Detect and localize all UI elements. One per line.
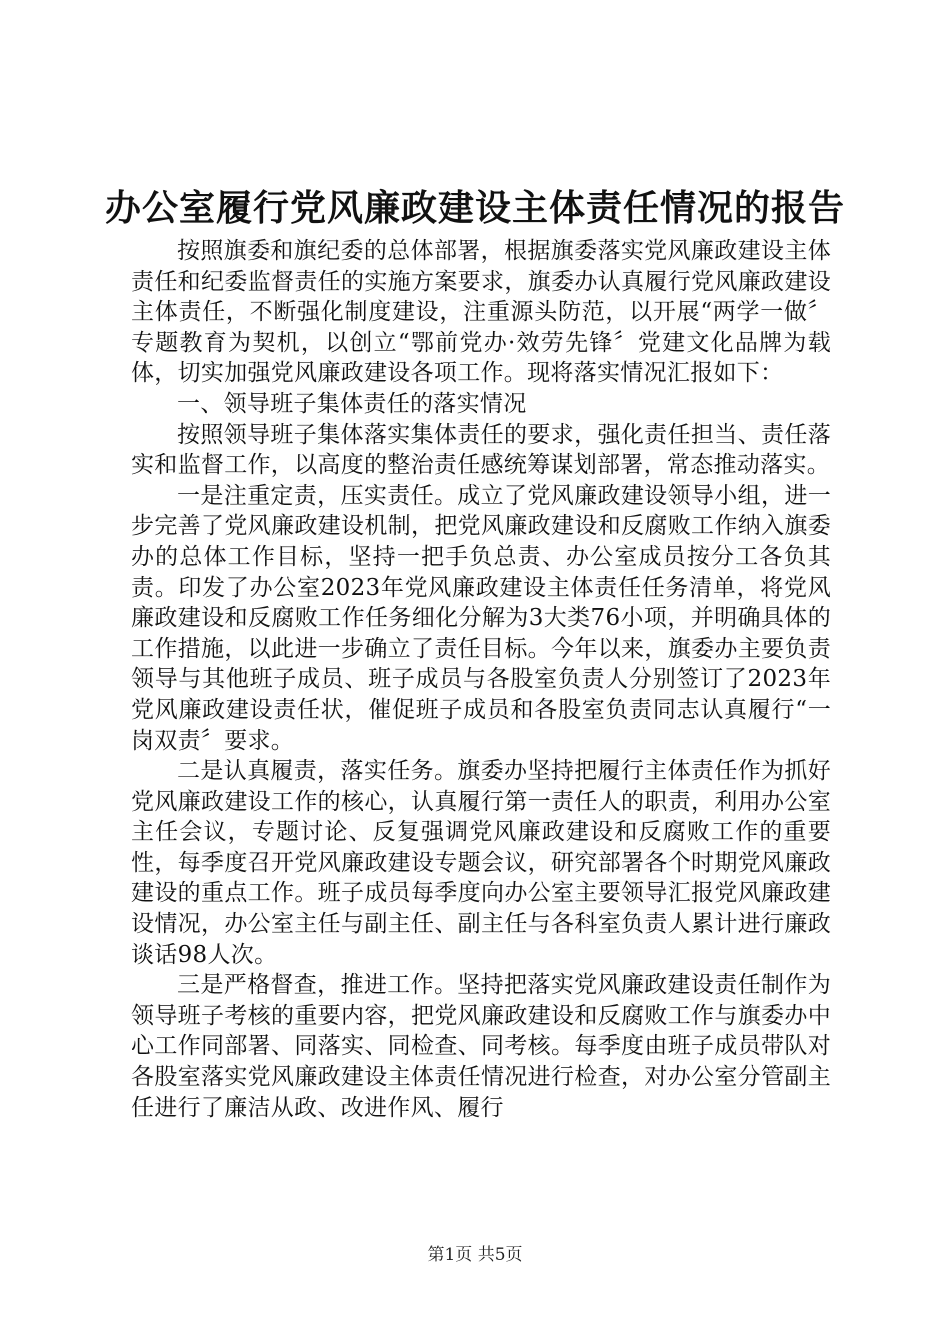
point-one-paragraph: 一是注重定责，压实责任。成立了党风廉政建设领导小组，进一步完善了党风廉政建设机制，把党风廉政建设和反腐败工作纳入旗委办的总体工作目标，坚持一把手负总责、办公室成员按分工各负其责。印发了办公室2023年党风廉政建设主体责任任务清单，将党风廉政建设和反腐败工作任务细化分解为3大类76小项，并明确具体的工作措施，以此进一步确立了责任目标。今年以来，旗委办主要负责领导与其他班子成员、班子成员与各股室负责人分别签订了2023年党风廉政建设责任状，催促班子成员和各股室负责同志认真履行“一岗双责〞要求。 [131,482,831,754]
document-title: 办公室履行党风廉政建设主体责任情况的报告 [104,187,845,229]
section-heading: 一、领导班子集体责任的落实情况 [177,390,527,417]
point-two-paragraph: 二是认真履责，落实任务。旗委办坚持把履行主体责任作为抓好党风廉政建设工作的核心，认真履行第一责任人的职责，利用办公室主任会议，专题讨论、反复强调党风廉政建设和反腐败工作的重要性，每季度召开党风廉政建设专题会议，研究部署各个时期党风廉政建设的重点工作。班子成员每季度向办公室主要领导汇报党风廉政建设情况，办公室主任与副主任、副主任与各科室负责人累计进行廉政谈话98人次。 [131,758,831,968]
section-intro-paragraph: 按照领导班子集体落实集体责任的要求，强化责任担当、责任落实和监督工作，以高度的整治责任感统筹谋划部署，常态推动落实。 [131,421,831,479]
document-body [131,236,831,1123]
page-number-footer: 第1页 共5页 [427,1245,523,1265]
point-three-paragraph: 三是严格督查，推进工作。坚持把落实党风廉政建设责任制作为领导班子考核的重要内容，把党风廉政建设和反腐败工作与旗委办中心工作同部署、同落实、同检查、同考核。每季度由班子成员带队对各股室落实党风廉政建设主体责任情况进行检查，对办公室分管副主任进行了廉洁从政、改进作风、履行 [131,972,831,1121]
intro-paragraph: 按照旗委和旗纪委的总体部署，根据旗委落实党风廉政建设主体责任和纪委监督责任的实施方案要求，旗委办认真履行党风廉政建设主体责任，不断强化制度建设，注重源头防范，以开展“两学一做〞专题教育为契机，以创立“鄂前党办·效劳先锋〞党建文化品牌为载体，切实加强党风廉政建设各项工作。现将落实情况汇报如下： [131,238,831,387]
